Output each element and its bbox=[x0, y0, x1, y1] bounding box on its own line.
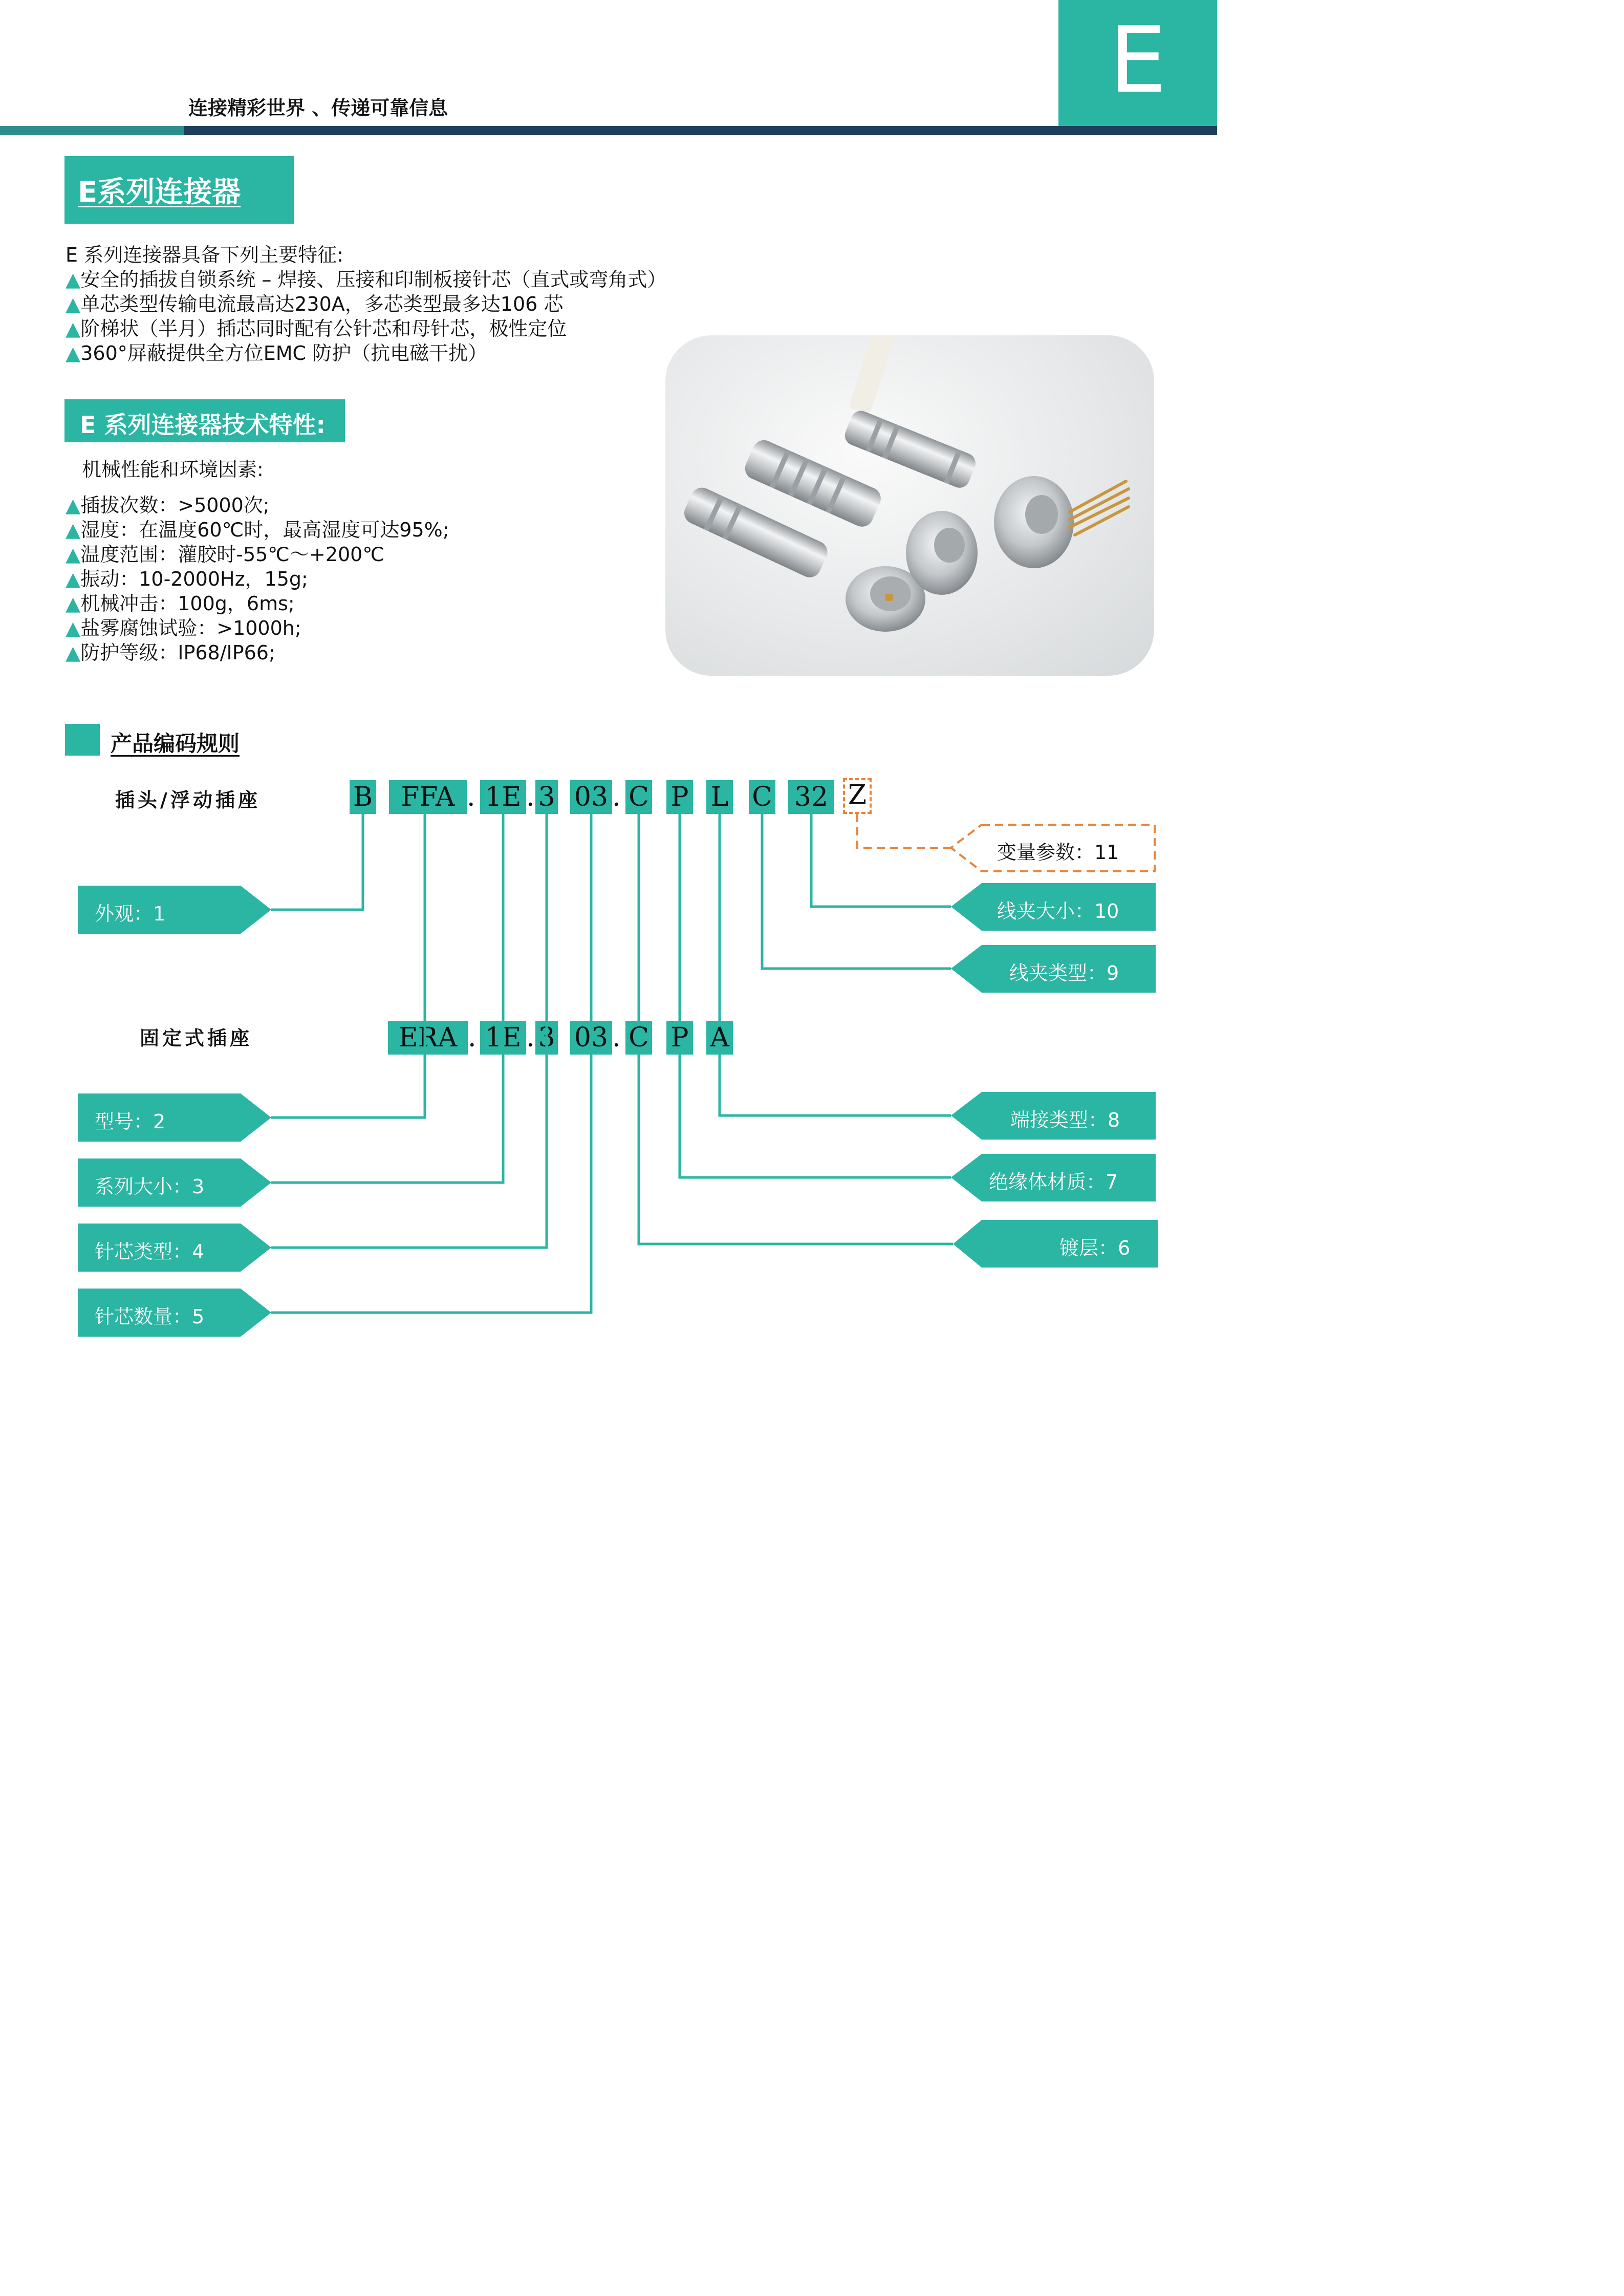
triangle-bullet-icon: ▲ bbox=[66, 317, 81, 340]
code-dot: . bbox=[612, 782, 621, 812]
triangle-bullet-icon: ▲ bbox=[66, 568, 81, 590]
triangle-bullet-icon: ▲ bbox=[66, 519, 81, 541]
code-segment: A bbox=[706, 1021, 733, 1055]
coding-title: 产品编码规则 bbox=[111, 731, 240, 756]
feature-item: ▲360°屏蔽提供全方位EMC 防护（抗电磁干扰） bbox=[66, 342, 488, 364]
tag-contact-count: 针芯数量：5 bbox=[95, 1305, 205, 1328]
code-segment: 32 bbox=[788, 780, 834, 814]
code-segment: FFA bbox=[389, 780, 467, 814]
tag-contact-type: 针芯类型：4 bbox=[95, 1240, 205, 1263]
tag-insulator-material: 绝缘体材质：7 bbox=[989, 1171, 1118, 1193]
code-segment: C bbox=[625, 780, 652, 814]
code-segment: C bbox=[625, 1021, 652, 1055]
tech-title: E 系列连接器技术特性: bbox=[80, 411, 326, 439]
triangle-bullet-icon: ▲ bbox=[66, 543, 81, 566]
code-segment: 3 bbox=[535, 780, 558, 814]
code-segment: 1E bbox=[480, 1021, 526, 1055]
tech-item: ▲机械冲击：100g，6ms; bbox=[66, 592, 295, 615]
tag-plating: 镀层：6 bbox=[1059, 1237, 1131, 1259]
triangle-bullet-icon: ▲ bbox=[66, 641, 81, 664]
code-segment: P bbox=[666, 780, 693, 814]
code-dot: . bbox=[526, 1022, 535, 1053]
triangle-bullet-icon: ▲ bbox=[66, 268, 81, 291]
code-dot: . bbox=[612, 1022, 621, 1053]
code-dot: . bbox=[526, 782, 535, 812]
triangle-bullet-icon: ▲ bbox=[66, 494, 81, 517]
triangle-bullet-icon: ▲ bbox=[66, 342, 81, 364]
triangle-bullet-icon: ▲ bbox=[66, 293, 81, 315]
slogan: 连接精彩世界 、传递可靠信息 bbox=[188, 97, 448, 119]
code-segment: 03 bbox=[570, 780, 612, 814]
code-segment: 03 bbox=[570, 1021, 612, 1055]
code-dot: . bbox=[467, 782, 475, 812]
triangle-bullet-icon: ▲ bbox=[66, 592, 81, 615]
code-segment-variable: Z bbox=[843, 778, 872, 814]
tag-appearance: 外观：1 bbox=[95, 903, 166, 925]
code-dot: . bbox=[468, 1022, 477, 1053]
tag-model: 型号：2 bbox=[95, 1110, 166, 1133]
tag-clamp-size: 线夹大小：10 bbox=[997, 900, 1119, 922]
code-segment: 3 bbox=[535, 1021, 558, 1055]
tech-item: ▲防护等级：IP68/IP66; bbox=[66, 641, 275, 664]
tag-series-size: 系列大小：3 bbox=[95, 1175, 205, 1198]
tech-item: ▲振动：10-2000Hz，15g; bbox=[66, 568, 308, 590]
feature-item: ▲单芯类型传输电流最高达230A，多芯类型最多达106 芯 bbox=[66, 293, 564, 315]
code-segment: ERA bbox=[388, 1021, 468, 1055]
code-segment: P bbox=[666, 1021, 693, 1055]
plug-row-label: 插头/浮动插座 bbox=[115, 788, 261, 811]
tag-termination-type: 端接类型：8 bbox=[1010, 1109, 1120, 1131]
feature-item: ▲安全的插拔自锁系统 – 焊接、压接和印制板接针芯（直式或弯角式） bbox=[66, 268, 667, 291]
triangle-bullet-icon: ▲ bbox=[66, 617, 81, 639]
tag-variable-parameter: 变量参数：11 bbox=[997, 841, 1119, 864]
tag-clamp-type: 线夹类型：9 bbox=[1009, 962, 1119, 984]
code-segment: 1E bbox=[480, 780, 526, 814]
section-letter: E bbox=[1109, 7, 1167, 113]
code-segment: C bbox=[749, 780, 775, 814]
tech-subtitle: 机械性能和环境因素: bbox=[82, 458, 264, 481]
tech-item: ▲盐雾腐蚀试验：>1000h; bbox=[66, 617, 301, 639]
code-segment: L bbox=[706, 780, 733, 814]
tech-item: ▲插拔次数：>5000次; bbox=[66, 494, 270, 517]
feature-item: ▲阶梯状（半月）插芯同时配有公针芯和母针芯，极性定位 bbox=[66, 317, 567, 340]
fixed-row-label: 固定式插座 bbox=[140, 1026, 253, 1049]
code-segment: B bbox=[350, 780, 376, 814]
tech-item: ▲湿度：在温度60℃时，最高湿度可达95%; bbox=[66, 519, 449, 541]
series-title: E系列连接器 bbox=[78, 176, 241, 209]
tech-item: ▲温度范围：灌胶时-55℃～+200℃ bbox=[66, 543, 385, 566]
feature-lead: E 系列连接器具备下列主要特征: bbox=[66, 244, 343, 266]
